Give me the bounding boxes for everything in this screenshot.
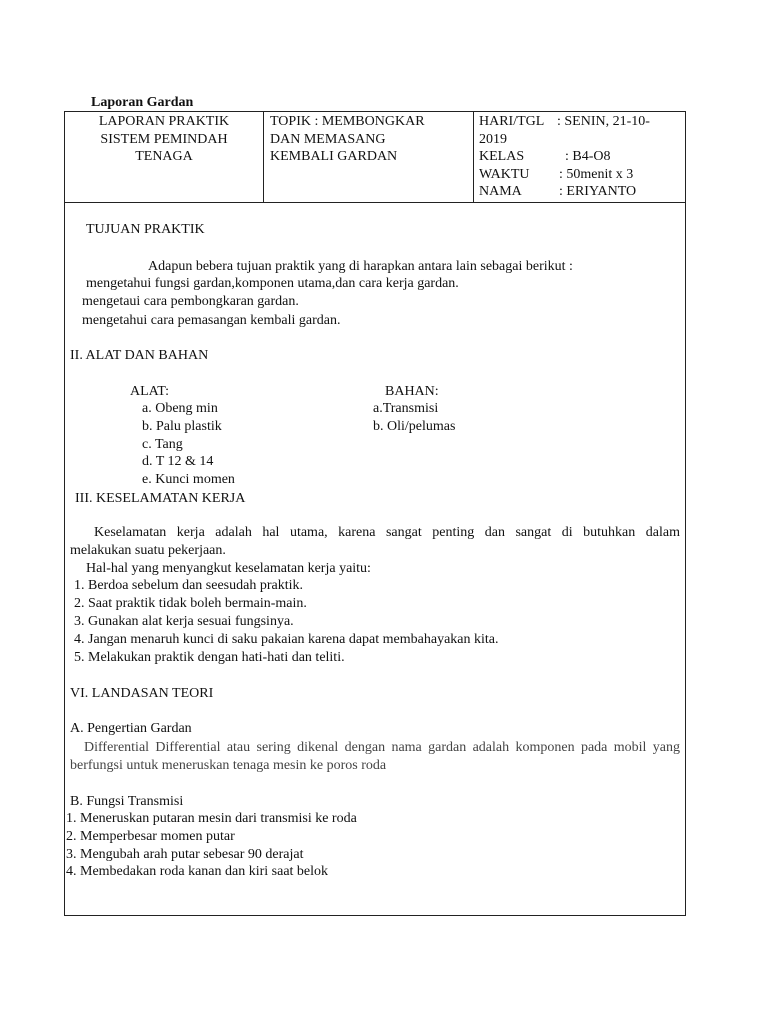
subject-line: LAPORAN PRAKTIK: [98, 114, 230, 129]
alat-item: c. Tang: [142, 437, 183, 452]
keselamatan-item: 3. Gunakan alat kerja sesuai fungsinya.: [74, 614, 294, 629]
tujuan-item: mengetaui cara pembongkaran gardan.: [82, 294, 299, 309]
fungsi-item: 3. Mengubah arah putar sebesar 90 derajat: [66, 847, 304, 862]
bahan-label: BAHAN:: [385, 384, 439, 399]
keselamatan-item: 4. Jangan menaruh kunci di saku pakaian karena dapat membahayakan kita.: [74, 632, 499, 647]
hari-value: : SENIN, 21-10-: [557, 114, 650, 129]
info-row-nama: [479, 183, 685, 201]
info-row-hari: [479, 113, 685, 131]
bahan-item: a.Transmisi: [373, 401, 439, 416]
subject-line: TENAGA: [135, 149, 193, 164]
tujuan-item: mengetahui cara pemasangan kembali gardan.: [82, 313, 341, 328]
alat-label: ALAT:: [130, 384, 169, 399]
info-row-year: [479, 131, 685, 149]
info-cell: [473, 111, 686, 203]
document-title: Laporan Gardan: [91, 95, 194, 110]
hari-value-cont: 2019: [479, 131, 507, 147]
pengertian-heading: A. Pengertian Gardan: [70, 721, 192, 736]
subject-cell: [64, 111, 264, 203]
subject-line: SISTEM PEMINDAH: [100, 131, 228, 147]
topic-line: KEMBALI GARDAN: [270, 149, 398, 164]
keselamatan-item: 1. Berdoa sebelum dan seesudah praktik.: [74, 578, 303, 593]
fungsi-item: 4. Membedakan roda kanan dan kiri saat belok: [66, 864, 329, 879]
pengertian-line: Differential Differential atau sering dikenal dengan nama gardan adalah komponen pada mobil yang: [84, 740, 680, 755]
info-row-waktu: [479, 166, 685, 184]
tujuan-heading: TUJUAN PRAKTIK: [86, 222, 205, 237]
landasan-heading: VI. LANDASAN TEORI: [70, 686, 214, 701]
keselamatan-intro: Hal-hal yang menyangkut keselamatan kerja yaitu:: [86, 561, 371, 576]
keselamatan-item: 5. Melakukan praktik dengan hati-hati dan teliti.: [74, 650, 345, 665]
fungsi-heading: B. Fungsi Transmisi: [70, 794, 184, 809]
alat-item: e. Kunci momen: [142, 472, 235, 487]
kelas-value: : B4-O8: [565, 149, 611, 164]
alat-item: a. Obeng min: [142, 401, 218, 416]
header-table: [64, 111, 686, 203]
alat-item: d. T 12 & 14: [142, 454, 214, 469]
alat-bahan-heading: II. ALAT DAN BAHAN: [70, 348, 209, 363]
waktu-label: WAKTU: [479, 166, 530, 182]
info-row-kelas: [479, 148, 685, 166]
topic-cell: [263, 111, 474, 203]
nama-value: : ERIYANTO: [559, 184, 637, 199]
waktu-value: : 50menit x 3: [559, 166, 634, 182]
nama-label: NAMA: [479, 184, 522, 199]
keselamatan-item: 2. Saat praktik tidak boleh bermain-main.: [74, 596, 307, 611]
fungsi-item: 2. Memperbesar momen putar: [66, 829, 235, 844]
topic-line: DAN MEMASANG: [270, 131, 386, 147]
kelas-label: KELAS: [479, 149, 525, 164]
tujuan-intro: Adapun bebera tujuan praktik yang di harapkan antara lain sebagai berikut :: [148, 259, 573, 274]
pengertian-line: berfungsi untuk meneruskan tenaga mesin ke poros roda: [70, 758, 387, 773]
alat-item: b. Palu plastik: [142, 419, 222, 434]
topic-line: TOPIK : MEMBONGKAR: [270, 114, 425, 129]
hari-label: HARI/TGL: [479, 114, 545, 129]
fungsi-item: 1. Meneruskan putaran mesin dari transmisi ke roda: [66, 811, 357, 826]
bahan-item: b. Oli/pelumas: [373, 419, 456, 434]
keselamatan-heading: III. KESELAMATAN KERJA: [75, 491, 246, 506]
tujuan-item: mengetahui fungsi gardan,komponen utama,dan cara kerja gardan.: [86, 276, 459, 291]
keselamatan-paragraph-line: Keselamatan kerja adalah hal utama, karena sangat penting dan sangat di butuhkan dalam: [94, 525, 680, 540]
keselamatan-paragraph-line: melakukan suatu pekerjaan.: [70, 543, 226, 558]
